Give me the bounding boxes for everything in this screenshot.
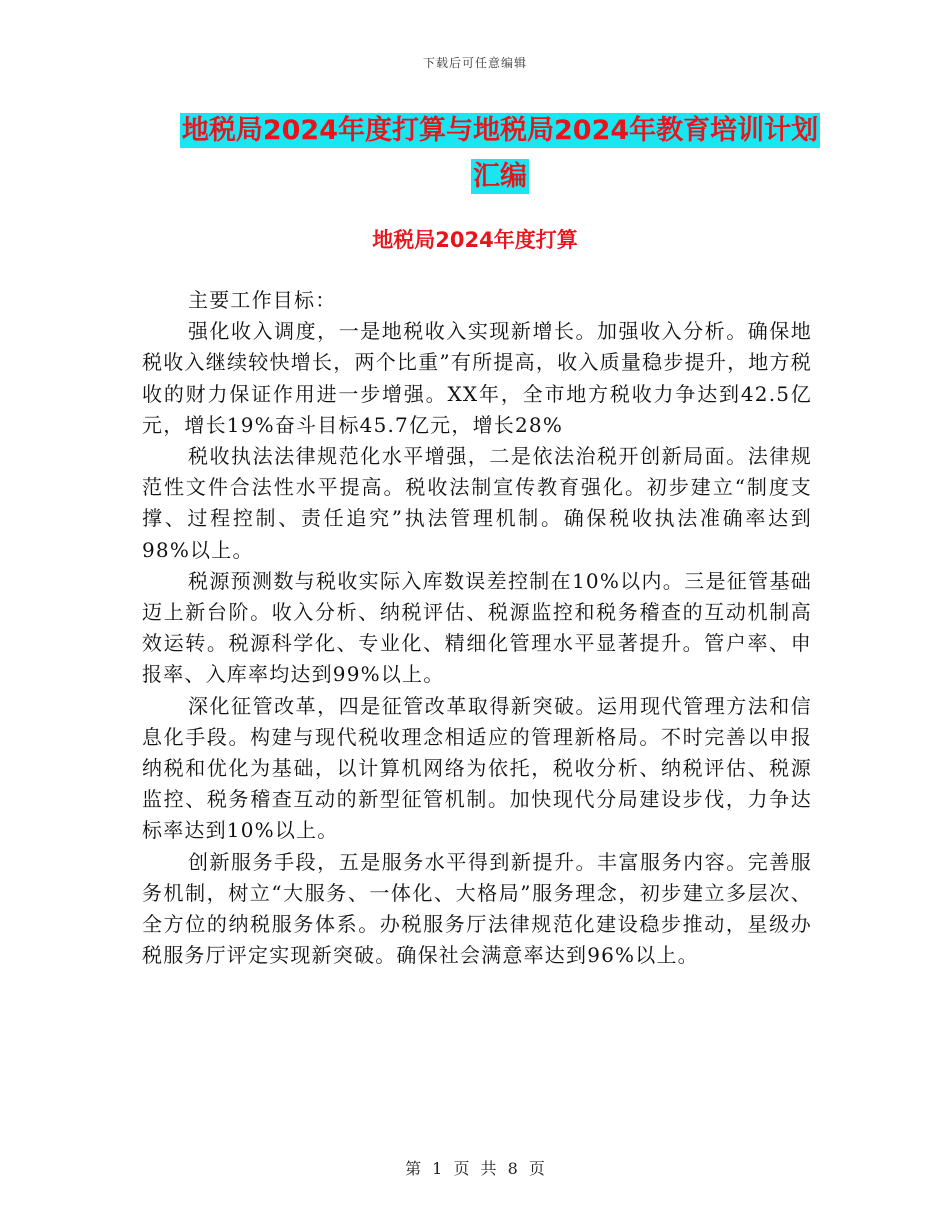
document-title-line-2: 汇编	[473, 161, 527, 192]
paragraph: 深化征管改革，四是征管改革取得新突破。运用现代管理方法和信息化手段。构建与现代税收理念相适应的管理新格局。不时完善以申报纳税和优化为基础，以计算机网络为依托，税收分析、纳税评估、税源监控、税务稽查互动的新型征管机制。加快现代分局建设步伐，力争达标率达到10%以上。	[142, 693, 812, 843]
section-title: 地税局2024年度打算	[372, 228, 578, 252]
document-title	[150, 108, 850, 200]
document-body	[142, 285, 812, 971]
document-title-line-1: 地税局2024年度打算与地税局2024年教育培训计划	[181, 115, 819, 146]
paragraph: 税收执法法律规范化水平增强，二是依法治税开创新局面。法律规范性文件合法性水平提高。税收法制宣传教育强化。初步建立“制度支撑、过程控制、责任追究”执法管理机制。确保税收执法准确率达到98%以上。	[142, 444, 812, 562]
paragraph: 创新服务手段，五是服务水平得到新提升。丰富服务内容。完善服务机制，树立“大服务、一体化、大格局”服务理念，初步建立多层次、全方位的纳税服务体系。办税服务厅法律规范化建设稳步推动，星级办税服务厅评定实现新突破。确保社会满意率达到96%以上。	[142, 849, 812, 968]
page-number: 第 1 页 共 8 页	[405, 1159, 545, 1178]
paragraph: 主要工作目标：	[188, 288, 337, 312]
page-header-note: 下载后可任意编辑	[422, 56, 527, 70]
paragraph: 税源预测数与税收实际入库数误差控制在10%以内。三是征管基础迈上新台阶。收入分析、纳税评估、税源监控和税务稽查的互动机制高效运转。税源科学化、专业化、精细化管理水平显著提升。管户率、申报率、入库率均达到99%以上。	[142, 568, 812, 687]
paragraph: 强化收入调度，一是地税收入实现新增长。加强收入分析。确保地税收入继续较快增长，两个比重”有所提高，收入质量稳步提升，地方税收的财力保证作用进一步增强。XX年，全市地方税收力争达到42.5亿元，增长19%奋斗目标45.7亿元，增长28%	[142, 319, 812, 437]
